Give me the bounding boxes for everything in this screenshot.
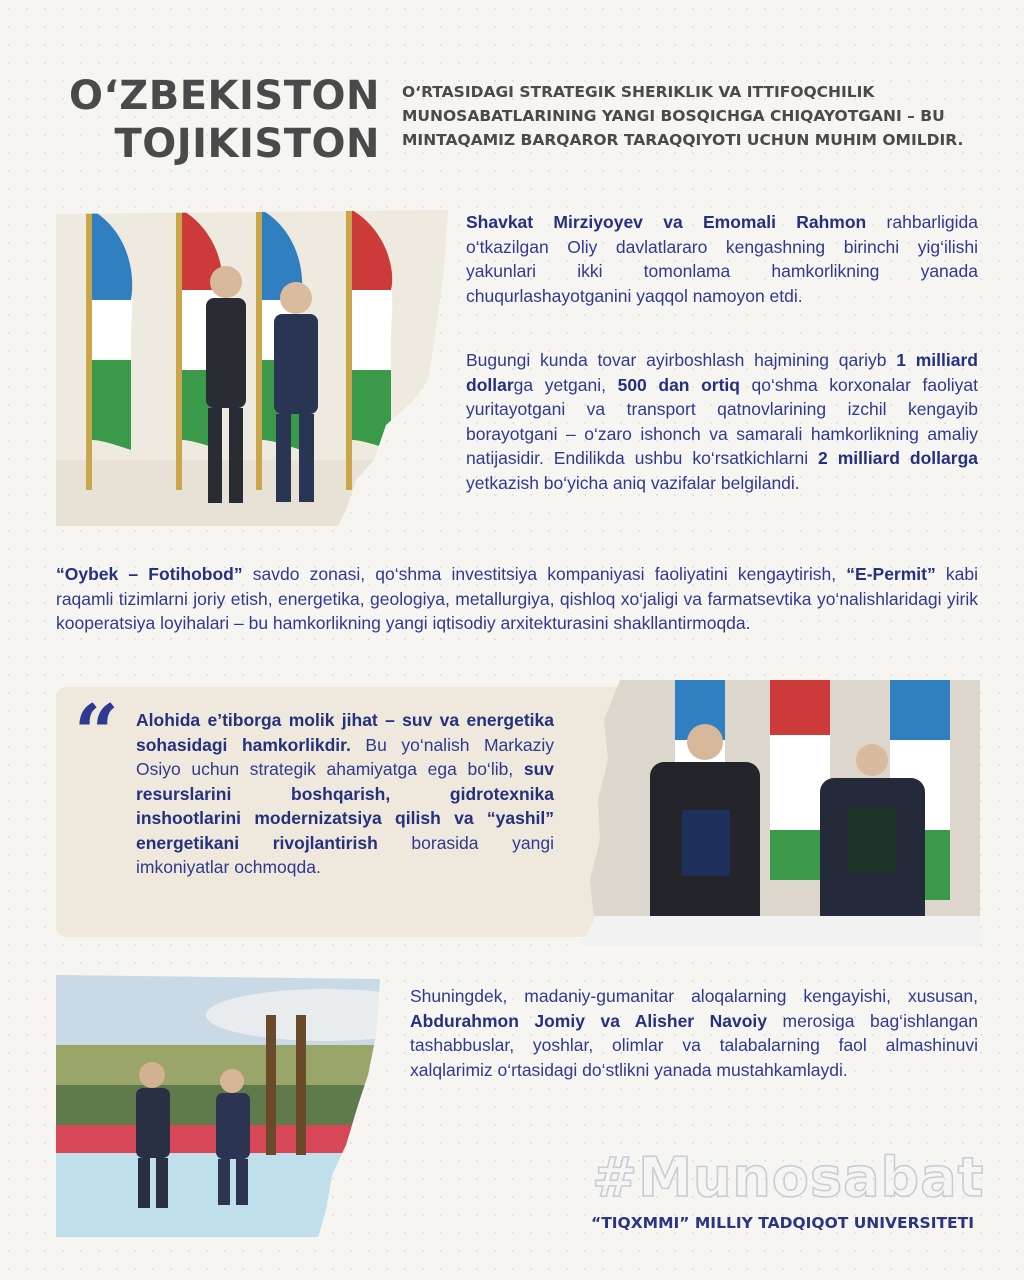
trade-paragraph: Bugungi kunda tovar ayirboshlash hajmining qariyb 1 milliard dollarga yetgani, 500 dan ortiq qo‘shma korxonalar faoliyat yuritayotgani va transport qatnovlarining izchil kengayib borayotgani – o‘zaro ishonch va samarali hamkorlikning amaliy natijasidir. Endilikda ushbu ko‘rsatkichlarni 2 milliard dollarga yetkazish bo‘yicha aniq vazifalar belgilandi. [466,350,979,493]
page-subtitle: O‘RTASIDAGI STRATEGIK SHERIKLIK VA ITTIFOQCHILIK MUNOSABATLARINING YANGI BOSQICHGA CHIQAYOTGANI – BU MINTAQAMIZ BARQAROR TARAQQIYOTI UCHUN MUHIM OMILDIR. [402,83,964,149]
intro-paragraph: Shavkat Mirziyoyev va Emomali Rahmon rahbarligida o‘tkazilgan Oliy davlatlararo kengashning birinchi yig‘ilishi yakunlari ikki tomonlama hamkorlikning yanada chuqurlashayotganini yaqqol namoyon etdi. [466,212,978,306]
quote-text: Alohida e’tiborga molik jihat – suv va energetika sohasidagi hamkorlikdir. Bu yo‘nalish Markaziy Osiyo uchun strategik ahamiyatga ega bo‘lib, suv resurslarini boshqarish, gidrotexnika inshootlarini modernizatsiya qilish va “yashil” energetikani rivojlantirish borasida yangi imkoniyatlar ochmoqda. [136,710,554,877]
culture-paragraph: Shuningdek, madaniy-gumanitar aloqalarning kengayishi, xususan, Abdurahmon Jomiy va Alisher Navoiy merosiga bag‘ishlangan tashabbuslar, yoshlar, olimlar va talabalarning faol almashinuvi xalqlarimiz o‘rtasidagi do‘stlikni yanada mustahkamlaydi. [410,986,978,1080]
photo-arrival [56,975,382,1237]
page-title [60,72,380,168]
photo-signing [580,680,980,946]
title-line-2: TOJIKISTON [114,121,380,167]
university-name: “TIQXMMI” MILLIY TADQIQOT UNIVERSITETI [591,1214,974,1232]
quote-mark-icon: “ [74,688,119,779]
hashtag: #Munosabat [592,1146,985,1209]
title-line-1: O‘ZBEKISTON [69,73,380,119]
leaders-names: Shavkat Mirziyoyev va Emomali Rahmon [466,212,867,232]
cooperation-paragraph: “Oybek – Fotihobod” savdo zonasi, qo‘shma investitsiya kompaniyasi faoliyatini kengaytirish, “E-Permit” kabi raqamli tizimlarni joriy etish, energetika, geologiya, metallurgiya, qishloq xo‘jaligi va farmatsevtika yo‘nalishlaridagi yirik kooperatsiya loyihalari – bu hamkorlikning yangi iqtisodiy arxitekturasini shakllantirmoqda. [56,564,979,633]
photo-handshake [56,210,448,526]
